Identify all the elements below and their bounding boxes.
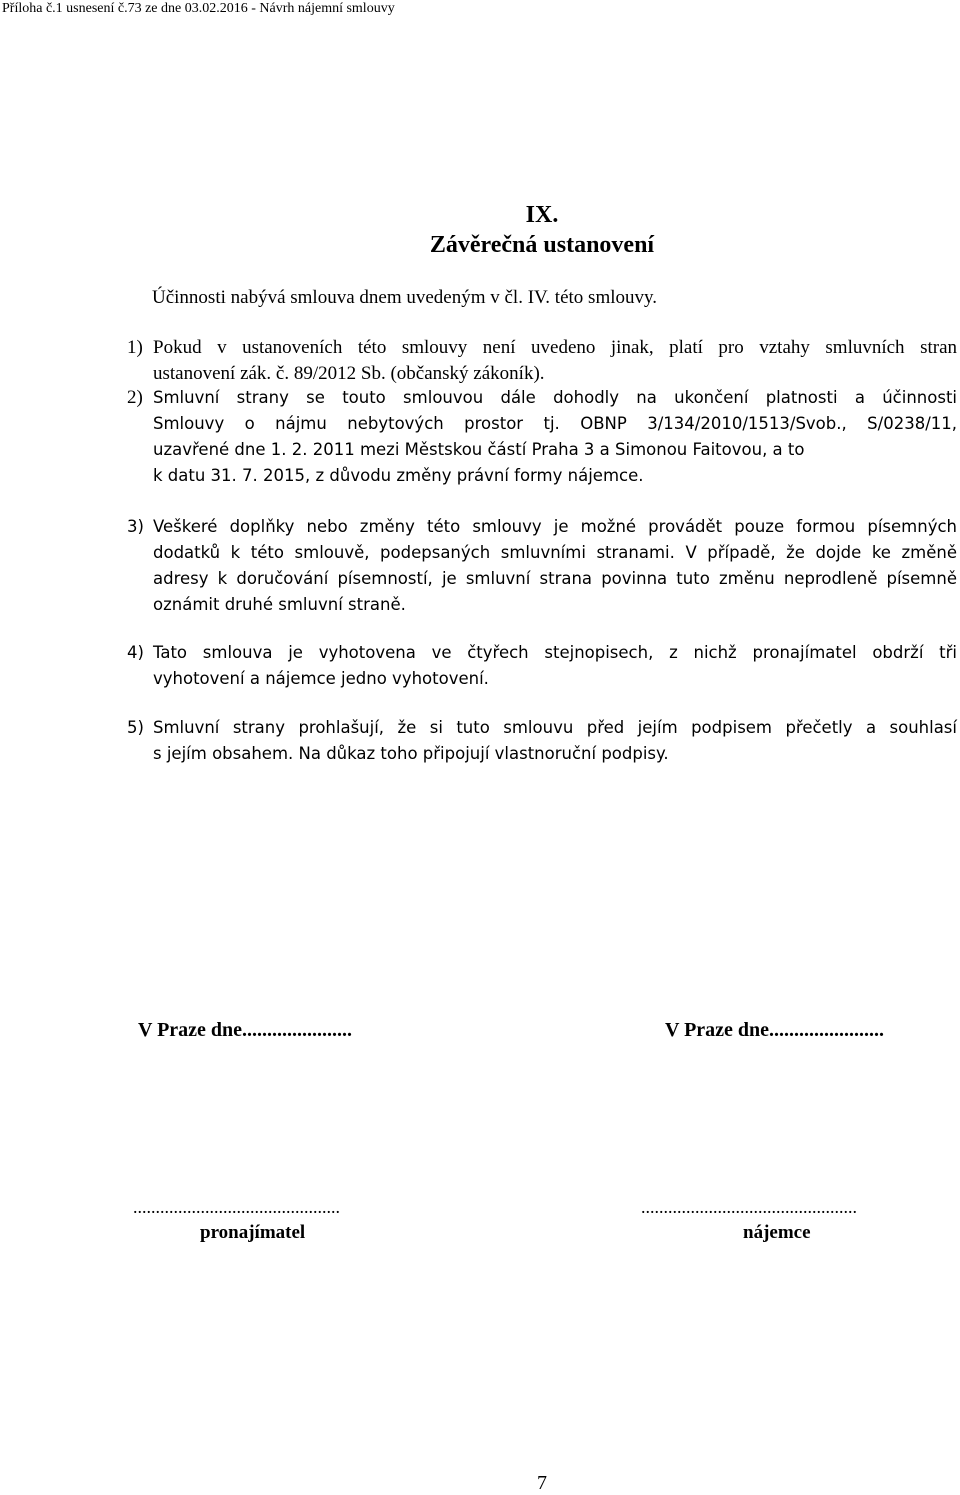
signature-line-left: ..............................................	[133, 1197, 340, 1217]
clause-line: dodatků k této smlouvě, podepsaných smluvními stranami. V případě, že dojde ke změně	[153, 543, 957, 562]
clause-number: 5)	[127, 718, 144, 737]
clause-line: Smluvní strany se touto smlouvou dále dohodly na ukončení platnosti a účinnosti	[153, 388, 957, 407]
section-number: IX.	[525, 202, 559, 228]
page-number: 7	[537, 1472, 547, 1494]
clause-3	[127, 514, 957, 618]
clause-number: 2)	[127, 387, 143, 408]
clause-line: s jejím obsahem. Na důkaz toho připojují vlastnoruční podpisy.	[153, 744, 669, 763]
clause-line: Smlouvy o nájmu nebytových prostor tj. OBNP 3/134/2010/1513/Svob., S/0238/11,	[153, 414, 957, 433]
clause-line: Tato smlouva je vyhotovena ve čtyřech stejnopisech, z nichž pronajímatel obdrží tři	[153, 643, 957, 662]
signature-role-right: nájemce	[743, 1222, 811, 1243]
clause-number: 4)	[127, 643, 144, 662]
clause-line: uzavřené dne 1. 2. 2011 mezi Městskou částí Praha 3 a Simonou Faitovou, a to	[153, 440, 805, 459]
signature-role-left: pronajímatel	[200, 1222, 306, 1243]
clause-line: vyhotovení a nájemce jedno vyhotovení.	[153, 669, 489, 688]
clause-line: Veškeré doplňky nebo změny této smlouvy je možné provádět pouze formou písemných	[153, 517, 957, 536]
clause-5	[127, 715, 957, 767]
clause-number: 3)	[127, 517, 144, 536]
clause-number: 1)	[127, 337, 143, 358]
clause-line: Pokud v ustanoveních této smlouvy není uvedeno jinak, platí pro vztahy smluvních stran	[153, 337, 957, 358]
clause-line: oznámit druhé smluvní straně.	[153, 595, 406, 614]
signature-place-date-right: V Praze dne.......................	[665, 1019, 885, 1041]
signature-place-date-left: V Praze dne......................	[138, 1019, 353, 1041]
signature-line-right: ................................................	[641, 1197, 857, 1217]
clause-1	[127, 335, 957, 387]
clause-line: k datu 31. 7. 2015, z důvodu změny právní formy nájemce.	[153, 466, 644, 485]
clause-4	[127, 640, 957, 692]
document-header: Příloha č.1 usnesení č.73 ze dne 03.02.2016 - Návrh nájemní smlouvy	[2, 1, 395, 16]
clause-line: ustanovení zák. č. 89/2012 Sb. (občanský zákoník).	[153, 363, 545, 384]
intro-paragraph: Účinnosti nabývá smlouva dnem uvedeným v čl. IV. této smlouvy.	[152, 287, 658, 308]
section-title: Závěrečná ustanovení	[429, 232, 655, 258]
clause-line: adresy k doručování písemností, je smluvní strana povinna tuto změnu neprodleně písemně	[153, 569, 957, 588]
clause-line: Smluvní strany prohlašují, že si tuto smlouvu před jejím podpisem přečetly a souhlasí	[153, 718, 957, 737]
clause-2	[127, 385, 957, 489]
